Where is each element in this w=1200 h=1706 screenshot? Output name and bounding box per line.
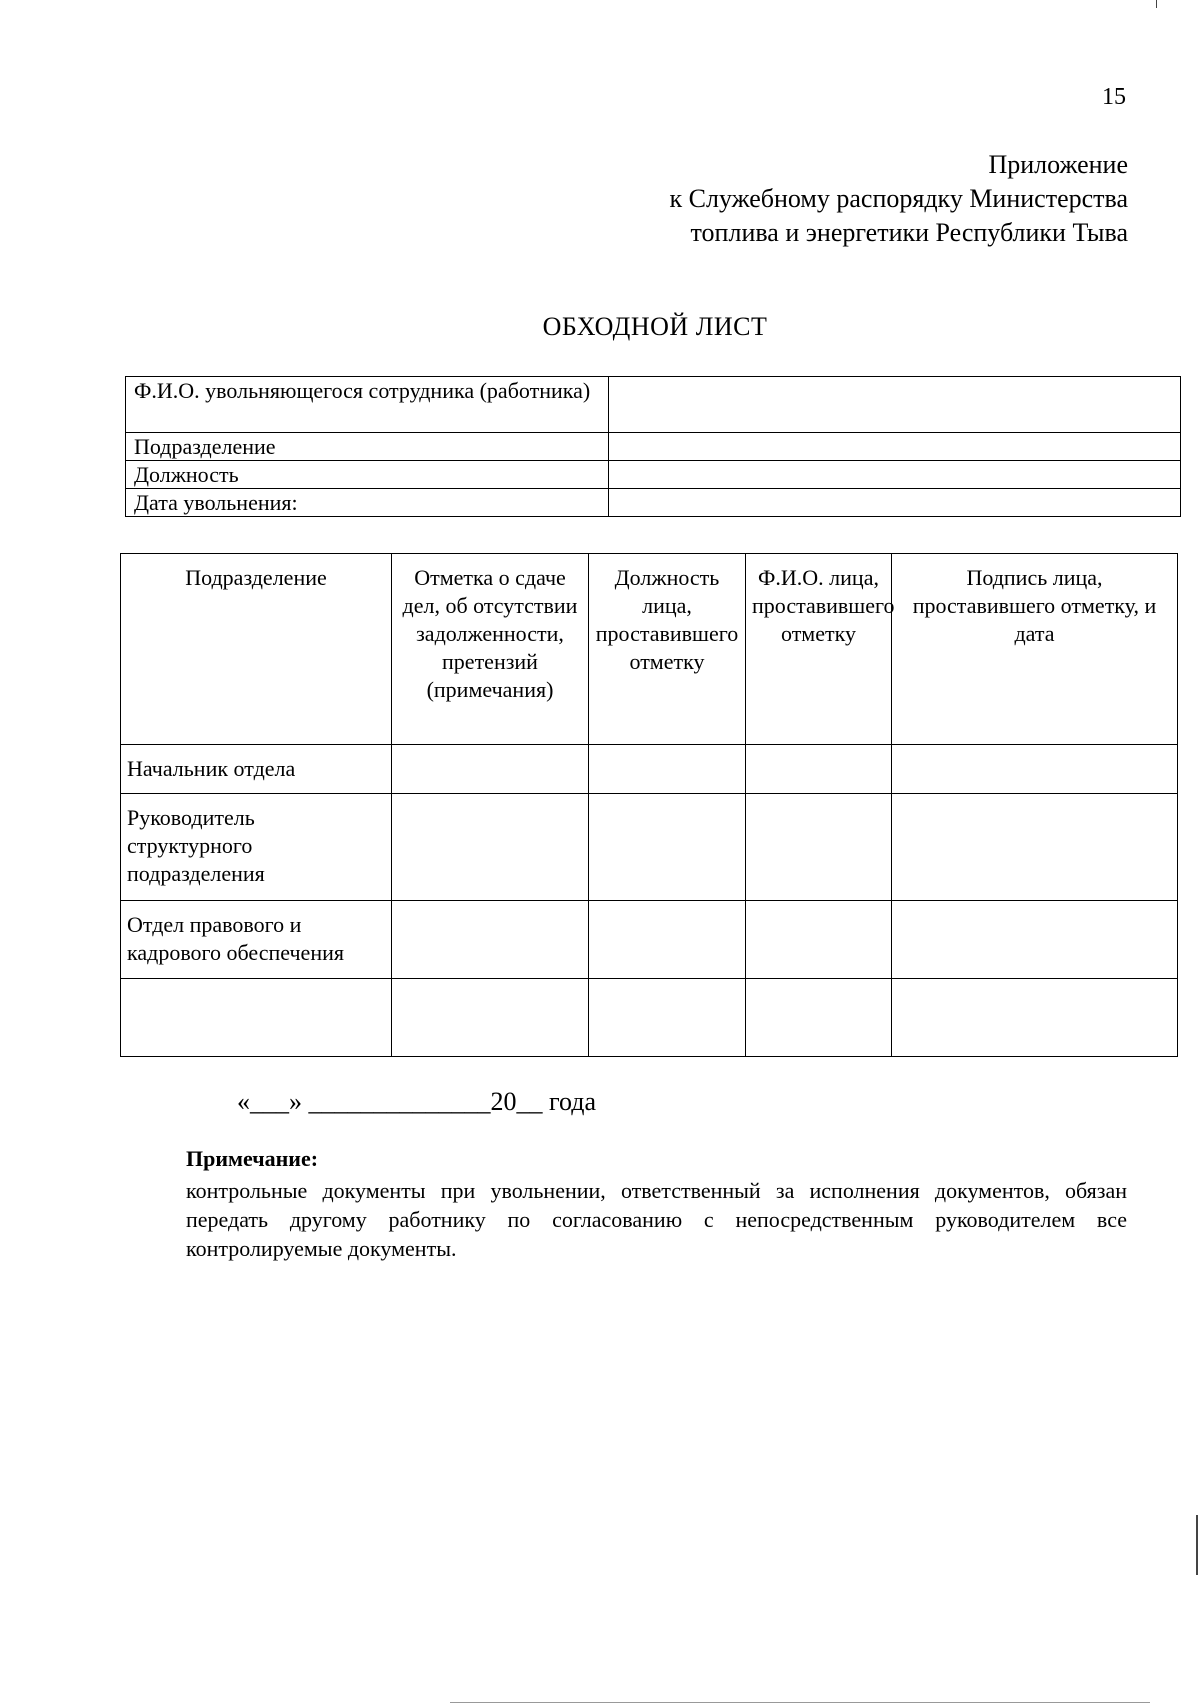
note-heading: Примечание: [186,1146,319,1171]
appendix-line-3: топлива и энергетики Республики Тыва [690,218,1128,247]
employee-name-value[interactable] [609,377,1181,433]
scan-edge-mark [1196,1515,1198,1575]
employee-info-table [125,376,1181,517]
header-signature: Подпись лица, проставившего отметку, и дата [892,554,1178,745]
clearance-table [120,553,1178,1057]
appendix-line-1: Приложение [988,150,1128,179]
clearance-header-row [121,554,1178,745]
cell-signature[interactable] [892,794,1178,901]
header-mark: Отметка о сдаче дел, об отсутствии задолженности, претензий (примечания) [392,554,589,745]
page-number: 15 [1102,84,1126,110]
row-department-label: Отдел правового и кадрового обеспечения [121,901,392,979]
table-row [121,979,1178,1057]
cell-signature[interactable] [892,745,1178,794]
employee-position-label: Должность [126,461,609,489]
employee-department-label: Подразделение [126,433,609,461]
employee-row-position [126,461,1181,489]
employee-row-department [126,433,1181,461]
appendix-line-2: к Служебному распорядку Министерства [669,184,1128,213]
table-row [121,901,1178,979]
cell-position[interactable] [589,979,746,1057]
table-row [121,794,1178,901]
employee-dismissal-date-label: Дата увольнения: [126,489,609,517]
cell-mark[interactable] [392,901,589,979]
cell-signature[interactable] [892,979,1178,1057]
header-position: Должность лица, проставившего отметку [589,554,746,745]
header-fullname: Ф.И.О. лица, проставившего отметку [746,554,892,745]
table-row [121,745,1178,794]
employee-row-name [126,377,1181,433]
cell-position[interactable] [589,901,746,979]
row-department-label: Начальник отдела [121,745,392,794]
cell-fullname[interactable] [746,794,892,901]
note-text: контрольные документы при увольнении, ответственный за исполнения документов, обязан передать другому работнику по согласованию с непосредственным руководителем все контролируемые документы. [186,1178,1127,1261]
row-department-label[interactable] [121,979,392,1057]
document-title: ОБХОДНОЙ ЛИСТ [542,312,768,341]
employee-department-value[interactable] [609,433,1181,461]
cell-mark[interactable] [392,794,589,901]
employee-name-label: Ф.И.О. увольняющегося сотрудника (работника) [126,377,609,433]
cell-mark[interactable] [392,745,589,794]
header-department: Подразделение [121,554,392,745]
employee-dismissal-date-value[interactable] [609,489,1181,517]
row-department-label: Руководитель структурного подразделения [121,794,392,901]
date-line: «___» ______________20__ года [237,1087,597,1116]
cell-fullname[interactable] [746,901,892,979]
scan-edge-mark [1156,0,1157,8]
cell-position[interactable] [589,794,746,901]
cell-mark[interactable] [392,979,589,1057]
cell-signature[interactable] [892,901,1178,979]
cell-position[interactable] [589,745,746,794]
employee-position-value[interactable] [609,461,1181,489]
cell-fullname[interactable] [746,979,892,1057]
scan-edge-mark [450,1702,1150,1703]
appendix-block [670,148,1129,250]
employee-row-dismissal-date [126,489,1181,517]
cell-fullname[interactable] [746,745,892,794]
